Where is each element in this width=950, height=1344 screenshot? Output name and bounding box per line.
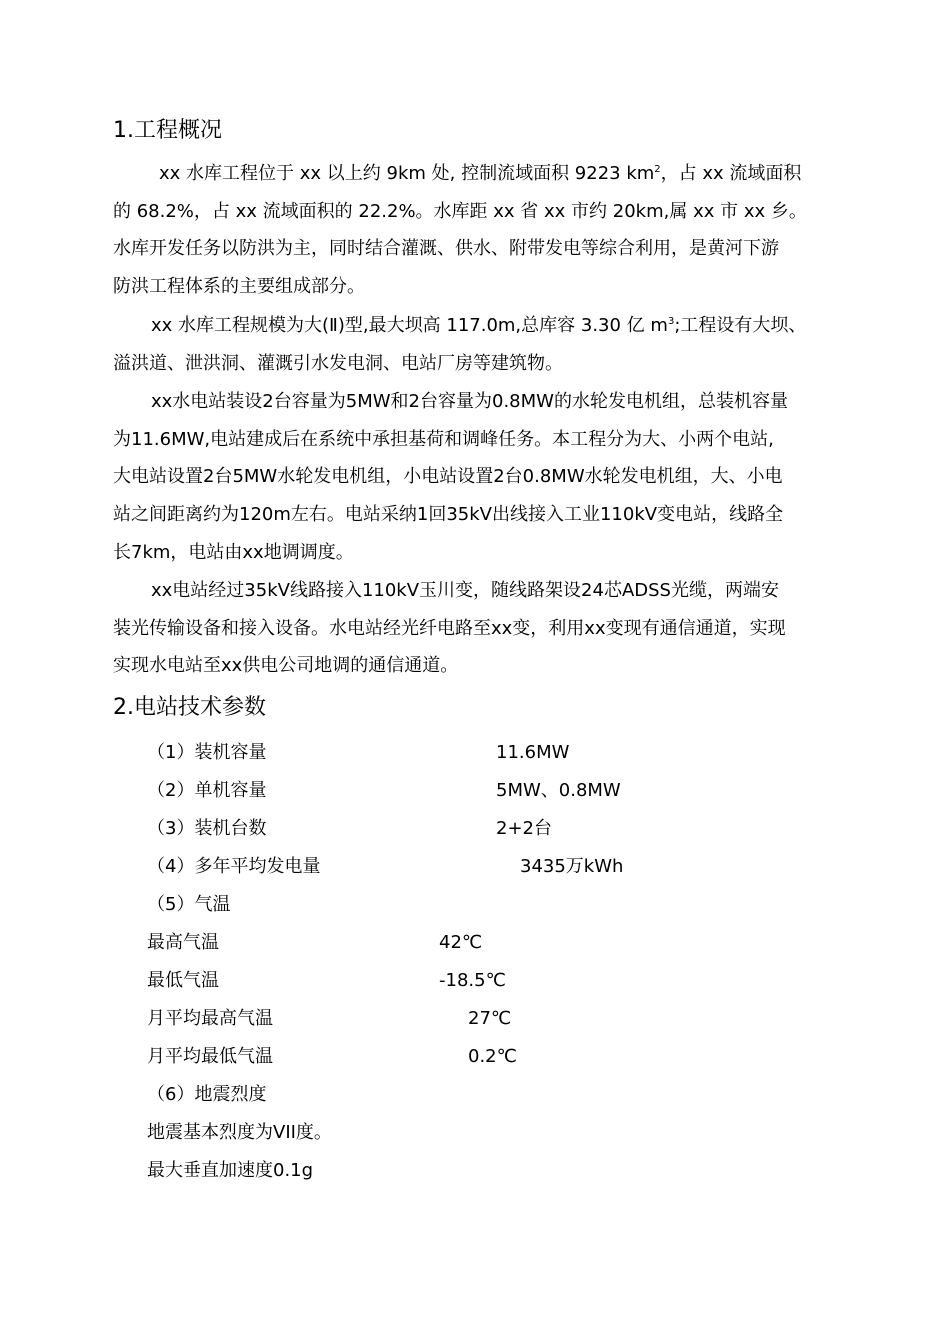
temp-value-monthly-max: 27℃ (468, 1008, 512, 1029)
temp-label-max: 最高气温 (147, 932, 219, 953)
temp-label-min: 最低气温 (147, 970, 219, 991)
paragraph-4 (113, 572, 853, 685)
section-1-title: 1.工程概况 (113, 118, 222, 143)
section-2-title: 2.电站技术参数 (113, 695, 266, 720)
seismic-acceleration-text: 最大垂直加速度0.1g (147, 1160, 314, 1181)
paragraph-3-line-2: 为11.6MW,电站建成后在系统中承担基荷和调峰任务。本工程分为大、小两个电站, (113, 428, 774, 450)
temp-label-monthly-max: 月平均最高气温 (147, 1008, 273, 1029)
seismic-intensity-text: 地震基本烈度为VII度。 (147, 1122, 332, 1143)
paragraph-4-line-1: xx电站经过35kV线路接入110kV玉川变，随线路架设24芯ADSS光缆，两端安 (151, 580, 779, 601)
paragraph-4-line-3: 实现水电站至xx供电公司地调的通信通道。 (113, 655, 459, 677)
paragraph-1-line-2: 的 68.2%，占 xx 流域面积的 22.2%。水库距 xx 省 xx 市约 20km,属 xx 市 xx 乡。 (113, 200, 807, 222)
paragraph-3 (113, 383, 853, 572)
paragraph-2-line-1: xx 水库工程规模为大(Ⅱ)型,最大坝高 117.0m,总库容 3.30 亿 $m^3$;工程设有大坝、 (151, 315, 807, 336)
temp-value-max: 42℃ (439, 932, 483, 953)
paragraph-4-line-2: 装光传输设备和接入设备。水电站经光纤电路至xx变，利用xx变现有通信通道，实现 (113, 617, 786, 639)
param-label-unit-count: （3）装机台数 (147, 818, 267, 839)
param-label-unit-capacity: （2）单机容量 (147, 780, 267, 801)
paragraph-1-line-1: xx 水库工程位于 xx 以上约 9km 处, 控制流域面积 9223 $km^2$，占 xx 流域面积 (159, 163, 802, 184)
paragraph-1-line-3: 水库开发任务以防洪为主，同时结合灌溉、供水、附带发电等综合利用，是黄河下游 (113, 238, 779, 260)
temp-label-monthly-min: 月平均最低气温 (147, 1046, 273, 1067)
param-label-annual-generation: （4）多年平均发电量 (147, 856, 321, 877)
param-value-capacity: 11.6MW (496, 742, 570, 763)
paragraph-3-line-1: xx水电站装设2台容量为5MW和2台容量为0.8MW的水轮发电机组，总装机容量 (151, 391, 788, 412)
paragraph-3-line-5: 长7km，电站由xx地调调度。 (113, 541, 354, 563)
param-value-unit-count: 2+2台 (496, 818, 552, 839)
temp-value-min: -18.5℃ (439, 970, 506, 991)
param-label-capacity: （1）装机容量 (147, 742, 267, 763)
param-label-seismic: （6）地震烈度 (147, 1084, 267, 1105)
paragraph-3-line-3: 大电站设置2台5MW水轮发电机组，小电站设置2台0.8MW水轮发电机组，大、小电 (113, 466, 783, 488)
paragraph-2-line-2: 溢洪道、泄洪洞、灌溉引水发电洞、电站厂房等建筑物。 (113, 352, 563, 374)
temp-value-monthly-min: 0.2℃ (468, 1046, 517, 1067)
paragraph-3-line-4: 站之间距离约为120m左右。电站采纳1回35kV出线接入工业110kV变电站，线路全 (113, 504, 784, 526)
paragraph-1 (113, 155, 853, 306)
param-label-temperature: （5）气温 (147, 894, 231, 915)
paragraph-1-line-4: 防洪工程体系的主要组成部分。 (113, 276, 365, 298)
param-value-annual-generation: 3435万kWh (520, 856, 624, 877)
param-value-unit-capacity: 5MW、0.8MW (496, 780, 621, 801)
paragraph-2 (113, 307, 853, 382)
